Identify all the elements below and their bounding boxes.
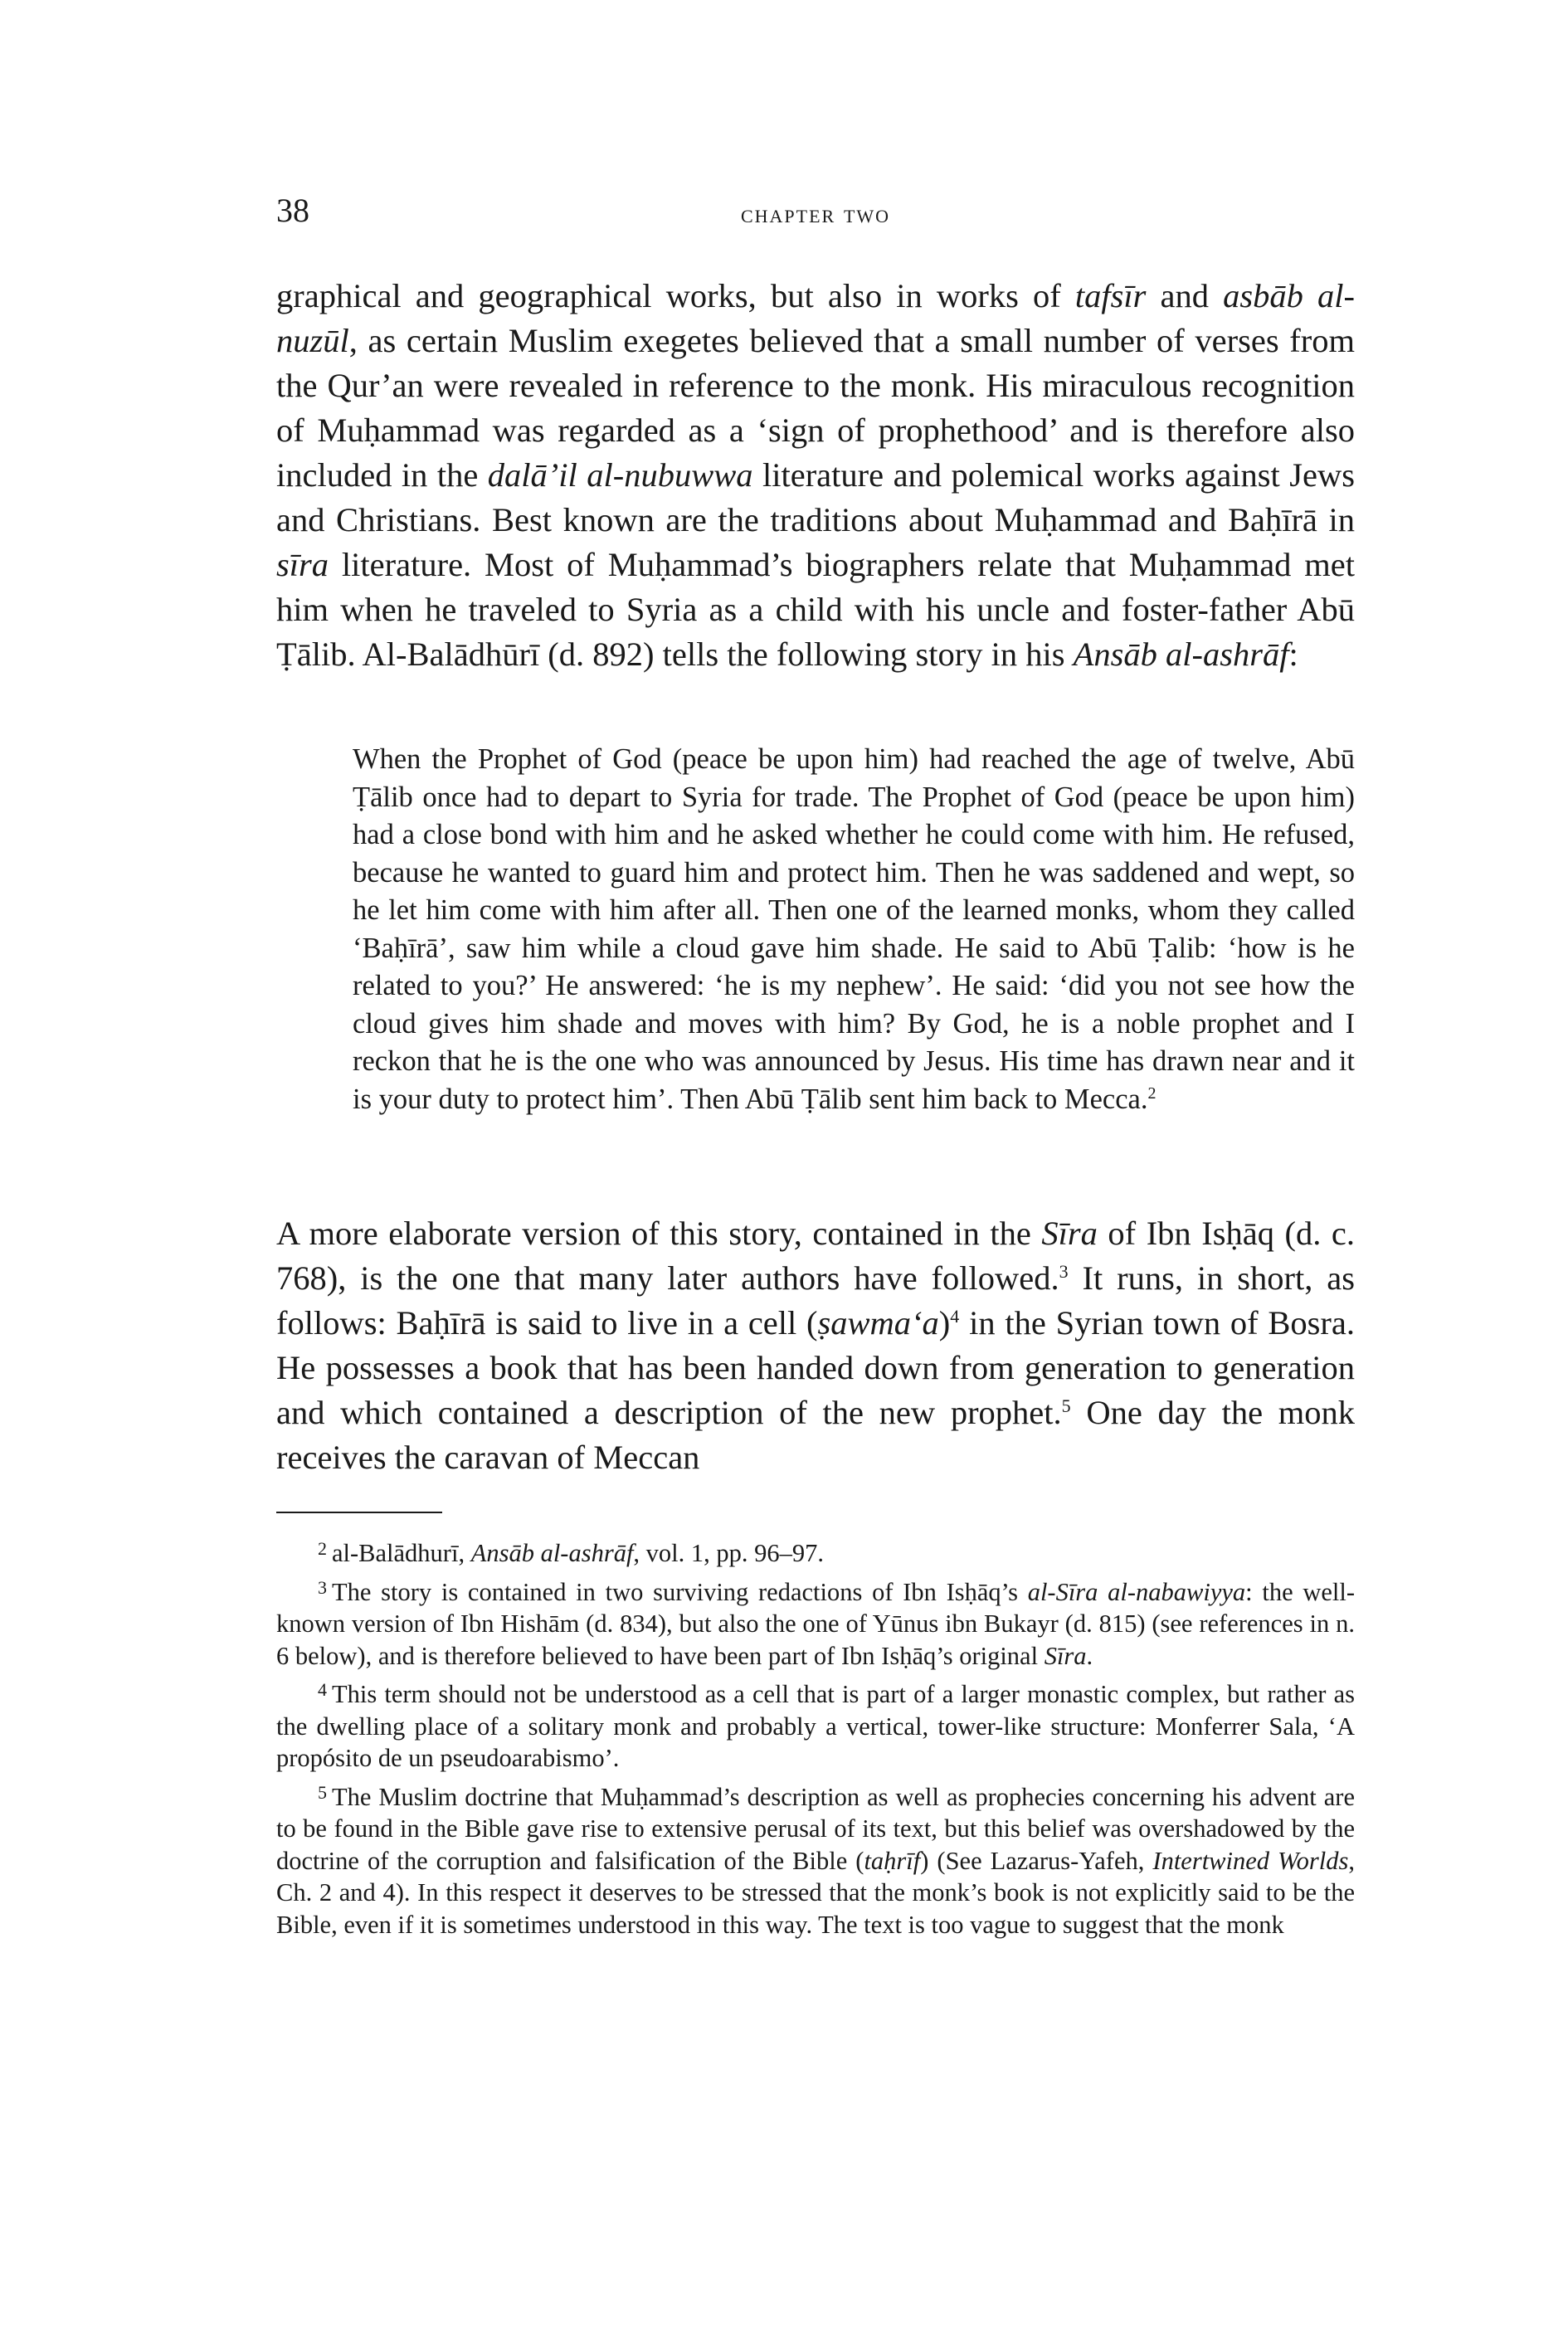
body-paragraph-1: graphical and geographical works, but also in works of tafsīr and asbāb al-nuzūl, as certain Muslim exegetes believed that a small number of verses from the Qur’an were revealed in reference to the monk. His miraculous recognition of Muḥammad was regarded as a ‘sign of prophethood’ and is therefore also included in the dalā’il al-nubuwwa literature and polemical works against Jews and Christians. Best known are the traditions about Muḥammad and Baḥīrā in sīra literature. Most of Muḥammad’s biographers relate that Muḥammad met him when he traveled to Syria as a child with his uncle and foster-father Abū Ṭālib. Al-Balādhūrī (d. 892) tells the following story in his Ansāb al-ashrāf: bbox=[276, 277, 1356, 673]
page-header bbox=[276, 191, 1355, 241]
page-number: 38 bbox=[276, 192, 309, 229]
footnote-ref-4[interactable]: 4 bbox=[950, 1306, 960, 1327]
footnotes bbox=[276, 1533, 1355, 1943]
block-quote: When the Prophet of God (peace be upon him) had reached the age of twelve, Abū Ṭālib once had to depart to Syria for trade. The Prophet of God (peace be upon him) had a close bond with him and he asked whether he could come with him. He refused, because he wanted to guard him and protect him. Then he was saddened and wept, so he let him come with him after all. Then one of the learned monks, whom they called ‘Baḥīrā’, saw him while a cloud gave him shade. He said to Abū Ṭalib: ‘how is he related to you?’ He answered: ‘he is my nephew’. He said: ‘did you not see how the cloud gives him shade and moves with him? By God, he is a noble prophet and I reckon that he is the one who was announced by Jesus. His time has drawn near and it is your duty to protect him’. Then Abū Ṭālib sent him back to Mecca.$^2$ bbox=[353, 743, 1355, 1115]
footnote-ref-3[interactable]: 3 bbox=[1059, 1261, 1069, 1282]
footnote-2: $^2$ al-Balādhurī, Ansāb al-ashrāf, vol. 1, pp. 96–97. bbox=[318, 1538, 825, 1567]
footnote-ref-5[interactable]: 5 bbox=[1061, 1395, 1071, 1416]
body-paragraph-2: A more elaborate version of this story, contained in the Sīra of Ibn Isḥāq (d. c. 768), is the one that many later authors have followed.$^3$ It runs, in short, as follows: Baḥīrā is said to live in a cell (ṣawma‘a)$^4$ in the Syrian town of Bosra. He possesses a book that has been handed down from generation to generation and which contained a description of the new prophet.$^5$ One day the monk receives the caravan of Meccan bbox=[276, 1215, 1355, 1476]
footnote-ref-2[interactable]: 2 bbox=[1147, 1083, 1157, 1103]
footnote-5: $^5$ The Muslim doctrine that Muḥammad’s description as well as prophecies concerning his advent are to be found in the Bible gave rise to extensive perusal of its text, but this belief was overshadowed by the doctrine of the corruption and falsification of the Bible (taḥrīf) (See Lazarus-Yafeh, Intertwined Worlds, Ch. 2 and 4). In this respect it deserves to be stressed that the monk’s book is not explicitly said to be the Bible, even if it is sometimes understood in this way. The text is too vague to suggest that the monk bbox=[276, 1781, 1355, 1939]
footnote-4: $^4$ This term should not be understood as a cell that is part of a larger monastic complex, but rather as the dwelling place of a solitary monk and probably a vertical, tower-like structure: Monferrer Sala, ‘A propósito de un pseudoarabismo’. bbox=[276, 1679, 1355, 1772]
footnote-divider bbox=[276, 1512, 442, 1513]
footnote-3: $^3$ The story is contained in two surviving redactions of Ibn Isḥāq’s al-Sīra al-nabawiyya: the well-known version of Ibn Hishām (d. 834), but also the one of Yūnus ibn Bukayr (d. 815) (see references in n. 6 below), and is therefore believed to have been part of Ibn Isḥāq’s original Sīra. bbox=[276, 1576, 1356, 1670]
running-head: chapter two bbox=[740, 199, 891, 228]
